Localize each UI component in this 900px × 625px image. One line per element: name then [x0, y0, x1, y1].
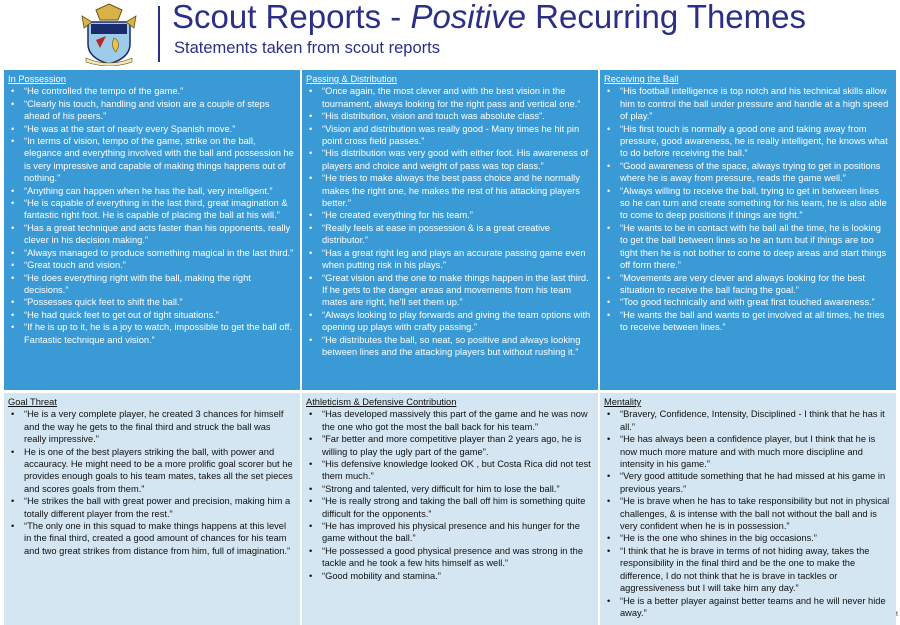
- statement-item: • “Possesses quick feet to shift the ball.”: [8, 296, 294, 308]
- statement-item: • ”Far better and more competitive player than 2 years ago, he is willing to play the ugly part of the game”.: [306, 433, 592, 458]
- statement-item: • “Always looking to play forwards and giving the team options with opening up plays with crafty passing.”: [306, 309, 592, 334]
- page-subtitle: Statements taken from scout reports: [174, 39, 440, 57]
- statement-item: • “Too good technically and with great first touched awareness.”: [604, 296, 890, 308]
- statement-item: • “If he is up to it, he is a joy to watch, impossible to get the ball off. Fantastic technique and vision.”: [8, 321, 294, 346]
- section-receiving-the-ball: [600, 70, 896, 390]
- header-divider: [158, 6, 160, 62]
- statement-item: • “He was at the start of nearly every Spanish move.”: [8, 123, 294, 135]
- statement-item: • “Always managed to produce something magical in the last third.”: [8, 247, 294, 259]
- page-title: Scout Reports - Positive Recurring Themes: [172, 0, 807, 35]
- statement-item: • “Great vision and the one to make things happen in the last third. If he gets to the danger areas and movements from his team mates are right, he’ll set them up.”: [306, 272, 592, 309]
- statement-item: • “Anything can happen when he has the ball, very intelligent.”: [8, 185, 294, 197]
- statement-item: • “He is the one who shines in the big occasions.”: [604, 532, 890, 544]
- statement-item: • “He possessed a good physical presence and was strong in the tackle and he took a few hits himself as well.”: [306, 545, 592, 570]
- statement-item: • He is one of the best players striking the ball, with power and accauracy. He might need to be a more prolific goal scorer but he provides enough goals to his team mates, takes all the set pieces and scores goals from them.”: [8, 446, 294, 496]
- section-mentality: [600, 393, 896, 625]
- section-heading: Passing & Distribution: [306, 74, 397, 84]
- statement-item: • “Great touch and vision.”: [8, 259, 294, 271]
- statement-item: • “Good mobility and stamina.”: [306, 570, 592, 582]
- statement-item: • “He wants the ball and wants to get involved at all times, he tries to receive between lines.”: [604, 309, 890, 334]
- section-heading: Athleticism & Defensive Contribution: [306, 397, 457, 407]
- statement-item: • “He distributes the ball, so neat, so positive and always looking between lines and the attacking players but without rushing it.”: [306, 334, 592, 359]
- section-heading: Receiving the Ball: [604, 74, 679, 84]
- statement-list: [8, 85, 294, 346]
- statement-item: • “He is really strong and taking the ball off him is something quite difficult for the opponents.”: [306, 495, 592, 520]
- statement-item: • “He had quick feet to get out of tight situations.”: [8, 309, 294, 321]
- themes-grid: [4, 70, 896, 625]
- statement-list: [306, 408, 592, 582]
- statement-item: • “His defensive knowledge looked OK , but Costa Rica did not test them much.”: [306, 458, 592, 483]
- statement-list: [604, 85, 890, 333]
- statement-item: • “His first touch is normally a good one and taking away from pressure, good awareness, he is really intelligent, he knows what to do before receiving the ball.”: [604, 123, 890, 160]
- statement-item: • “His distribution, vision and touch was absolute class”.: [306, 110, 592, 122]
- statement-item: • “He is brave when he has to take responsibility but not in physical challenges, & is intense with the ball not without the ball and is very confident when he is in possession.”: [604, 495, 890, 532]
- statement-item: • “Bravery, Confidence, Intensity, Disciplined - I think that he has it all.”: [604, 408, 890, 433]
- statement-item: • “Always willing to receive the ball, trying to get in between lines so he can turn and create something for his team, he is also able to come to deep positions if things are tight.”: [604, 185, 890, 222]
- section-in-possession: [4, 70, 300, 390]
- statement-list: [8, 408, 294, 557]
- statement-item: • “He strikes the ball with great power and precision, making him a totally different player from the rest.”: [8, 495, 294, 520]
- statement-item: • “I think that he is brave in terms of not hiding away, takes the responsibility in the final third and be the one to make the difference, I do not think that he is brave in tackles or aggressiveness but I will take him any day.”: [604, 545, 890, 595]
- statement-item: • “He does everything right with the ball, making the right decisions.”: [8, 272, 294, 297]
- manchester-city-crest-icon: [78, 0, 140, 66]
- edge-mark: t: [896, 611, 898, 618]
- statement-item: • “Has a great right leg and plays an accurate passing game even when putting risk in his plays.”: [306, 247, 592, 272]
- statement-item: • “Very good attitude something that he had missed at his game in previous years.”: [604, 470, 890, 495]
- statement-item: • “His football intelligence is top notch and his technical skills allow him to control the ball under pressure and handle at a high speed of play.”: [604, 85, 890, 122]
- statement-item: • “In terms of vision, tempo of the game, strike on the ball, elegance and everything involved with the ball and possession he is very impressive and capable of making things happens out of nothing.”: [8, 135, 294, 185]
- statement-item: • “He has improved his physical presence and his hunger for the game without the ball.”: [306, 520, 592, 545]
- statement-item: • “The only one in this squad to make things happens at this level in the final third, created a good amount of chances for his team and two great strikes from distance from him, full of imagination.”: [8, 520, 294, 557]
- statement-item: • “Movements are very clever and always looking for the best situation to receive the ball facing the goal.”: [604, 272, 890, 297]
- statement-item: • “Has developed massively this part of the game and he was now the one who got the most the ball back for his team.”: [306, 408, 592, 433]
- section-heading: In Possession: [8, 74, 66, 84]
- statement-list: [306, 85, 592, 358]
- statement-item: • “He tries to make always the best pass choice and he normally makes the right one, he makes the rest of his attacking players better.”: [306, 172, 592, 209]
- statement-item: • “He has always been a confidence player, but I think that he is now much more mature and with much more discipline and intensity in his game.”: [604, 433, 890, 470]
- statement-item: • “Good awareness of the space, always trying to get in positions where he is away from pressure, reads the game well.”: [604, 160, 890, 185]
- statement-item: • “Clearly his touch, handling and vision are a couple of steps ahead of his peers.”: [8, 98, 294, 123]
- statement-item: • “Strong and talented, very difficult for him to lose the ball.”: [306, 483, 592, 495]
- statement-item: • “Has a great technique and acts faster than his opponents, really clever in his decision making.”: [8, 222, 294, 247]
- header: [0, 0, 900, 68]
- statement-item: • “Vision and distribution was really good - Many times he hit pin point cross field passes.”: [306, 123, 592, 148]
- statement-item: • “He created everything for his team.”: [306, 209, 592, 221]
- statement-item: • “He controlled the tempo of the game.”: [8, 85, 294, 97]
- statement-item: • “He wants to be in contact with he ball all the time, he is looking to get the ball between lines so he an turn but if things are too tight then he is not bother to come to deep areas and start things off form there.”: [604, 222, 890, 272]
- section-heading: Mentality: [604, 397, 642, 407]
- section-athleticism-defensive: [302, 393, 598, 625]
- statement-list: [604, 408, 890, 619]
- statement-item: • “He is a very complete player, he created 3 chances for himself and the way he gets to the final third and struck the ball was really impressive.”: [8, 408, 294, 445]
- statement-item: • “His distribution was very good with either foot. His awareness of players and choice and weight of pass was top class.”: [306, 147, 592, 172]
- statement-item: • “He is capable of everything in the last third, great imagination & fantastic right foot. He is capable of placing the ball at his will.”: [8, 197, 294, 222]
- statement-item: • “He is a better player against better teams and he will never hide away.”: [604, 595, 890, 620]
- section-heading: Goal Threat: [8, 397, 57, 407]
- statement-item: • “Once again, the most clever and with the best vision in the tournament, always looking for the right pass and vertical one.”: [306, 85, 592, 110]
- section-passing-distribution: [302, 70, 598, 390]
- statement-item: • “Really feels at ease in possession & is a great creative distributor.”: [306, 222, 592, 247]
- section-goal-threat: [4, 393, 300, 625]
